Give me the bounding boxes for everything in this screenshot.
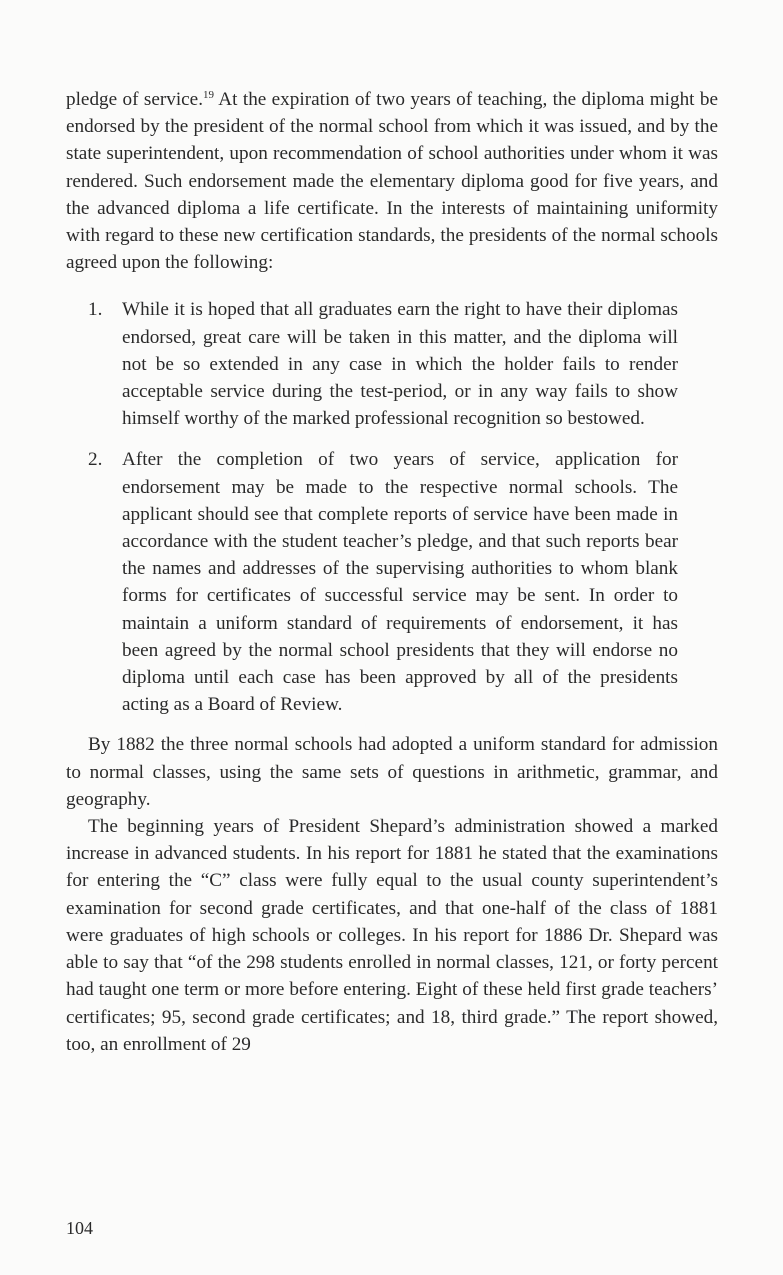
list-item (66, 446, 678, 718)
footnote-marker: 19 (203, 89, 214, 101)
numbered-list (66, 296, 718, 718)
list-item (66, 296, 678, 432)
paragraph-1-rest: At the expiration of two years of teaching, the diploma might be endorsed by the president of the normal school from which it was issued, and by the state superintendent, upon recommendation of school authorities under whom it was rendered. Such endorsement made the elementary diploma good for five years, and the advanced diploma a life certificate. In the interests of maintaining uniformity with regard to these new certification standards, the presidents of the normal schools agreed upon the following: (66, 89, 718, 274)
page-body (66, 86, 718, 1058)
list-item-text: After the completion of two years of service, application for endorsement may be made to the respective normal schools. The applicant should see that complete reports of service have been made in accordance with the student teacher’s pledge, and that such reports bear the names and addresses of the supervising authorities to whom blank forms for certificates of successful service may be sent. In order to maintain a uniform standard of requirements of endorsement, it has been agreed by the normal school presidents that they will endorse no diploma until each case has been approved by all of the presidents acting as a Board of Review. (122, 449, 678, 716)
paragraph-2: By 1882 the three normal schools had adopted a uniform standard for admission to normal classes, using the same sets of questions in arithmetic, grammar, and geography. (66, 734, 718, 810)
paragraph-1 (66, 86, 718, 276)
paragraph-3: The beginning years of President Shepard’s administration showed a marked increase in advanced students. In his report for 1881 he stated that the examinations for entering the “C” class were fully equal to the usual county superintendent’s examination for second grade certificates, and that one-half of the class of 1881 were graduates of high schools or colleges. In his report for 1886 Dr. Shepard was able to say that “of the 298 students enrolled in normal classes, 121, or forty percent had taught one term or more before entering. Eight of these held first grade teachers’ certificates; 95, second grade certificates; and 18, third grade.” The report showed, too, an enrollment of 29 (66, 816, 718, 1055)
list-item-number: 1. (88, 299, 103, 321)
paragraph-1-start: pledge of service. (66, 89, 203, 110)
list-item-number: 2. (88, 449, 103, 471)
list-item-text: While it is hoped that all graduates earn the right to have their diplomas endorsed, great care will be taken in this matter, and the diploma will not be so extended in any case in which the holder fails to render acceptable service during the test-period, or in any way fails to show himself worthy of the marked professional recognition so bestowed. (122, 299, 678, 430)
page-number: 104 (66, 1218, 93, 1238)
